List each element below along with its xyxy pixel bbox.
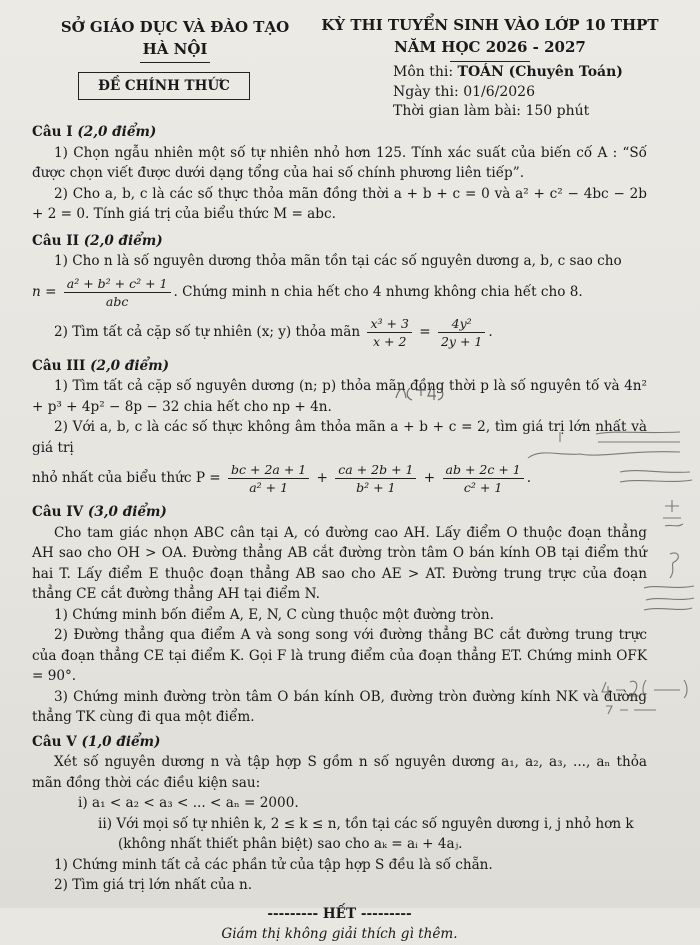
question-4-part-3: 3) Chứng minh đường tròn tâm O bán kính OB, đường tròn đường kính NK và đường thẳng TK cùng đi qua một điểm. bbox=[32, 688, 647, 725]
period: . bbox=[488, 323, 493, 340]
fraction-y-denominator: 2y + 1 bbox=[440, 333, 483, 349]
header-divider-right bbox=[450, 61, 530, 62]
fraction-p3-numerator: ab + 2c + 1 bbox=[443, 461, 524, 479]
question-3-label: Câu III bbox=[32, 357, 86, 374]
proctor-note: Giám thị không giải thích gì thêm. bbox=[221, 926, 458, 942]
fraction-y-numerator: 4y² bbox=[438, 315, 485, 333]
question-1-label: Câu I bbox=[32, 124, 73, 140]
question-1-part-2: 2) Cho a, b, c là các số thực thỏa mãn đồng thời a + b + c = 0 và a² + c² − 4bc − 2b + 2 = 0. Tính giá trị của biểu thức M = abc. bbox=[32, 185, 647, 222]
question-3-title bbox=[32, 356, 647, 377]
question-1-points: (2,0 điểm) bbox=[77, 124, 157, 140]
exam-header bbox=[0, 12, 700, 117]
question-2-part-2-text: 2) Tìm tất cả cặp số tự nhiên (x; y) thỏa mãn bbox=[54, 323, 361, 340]
fraction-x-denominator: x + 2 bbox=[372, 333, 407, 349]
subject-value: TOÁN (Chuyên Toán) bbox=[457, 64, 623, 80]
fraction-p3 bbox=[443, 461, 524, 496]
exam-content bbox=[32, 118, 647, 945]
fraction-n-denominator: abc bbox=[105, 293, 129, 309]
plus-sign-2: + bbox=[423, 470, 436, 486]
fraction-p2 bbox=[335, 461, 416, 496]
handwritten-scribble-2 bbox=[520, 428, 695, 498]
subject-line bbox=[393, 64, 623, 80]
question-4-points: (3,0 điểm) bbox=[87, 504, 167, 520]
question-2-part-2 bbox=[32, 312, 647, 352]
plus-sign-1: + bbox=[316, 470, 328, 486]
department-name: SỞ GIÁO DỤC VÀ ĐÀO TẠO bbox=[60, 18, 290, 36]
question-4-title bbox=[32, 502, 647, 523]
city-name: HÀ NỘI bbox=[142, 40, 208, 58]
fraction-x-numerator: x³ + 3 bbox=[367, 315, 411, 333]
question-1-title bbox=[32, 122, 647, 143]
official-label: ĐỀ CHÍNH THỨC bbox=[78, 72, 250, 100]
question-4-part-2: 2) Đường thẳng qua điểm A và song song với đường thẳng BC cắt đường trung trực của đoạn thẳng CE tại điểm K. Gọi F là trung điểm của đoạn thẳng ET. Chứng minh OFK = 90°. bbox=[32, 627, 647, 684]
question-5-condition-2: ii) Với mọi số tự nhiên k, 2 ≤ k ≤ n, tồn tại các số nguyên dương i, j nhỏ hơn k (không nhất thiết phân biệt) sao cho aₖ = aᵢ + 4aⱼ. bbox=[98, 815, 634, 852]
question-3-part-1: 1) Tìm tất cả cặp số nguyên dương (n; p) thỏa mãn đồng thời p là số nguyên tố và 4n² + p³ + 4p² − 8p − 32 chia hết cho np + 4n. bbox=[32, 378, 647, 415]
question-2-part-1-claim: . Chứng minh n chia hết cho 4 nhưng không chia hết cho 8. bbox=[173, 283, 583, 300]
question-5-part-1: 1) Chứng minh tất cả các phần tử của tập hợp S đều là số chẵn. bbox=[54, 856, 493, 873]
question-3-points: (2,0 điểm) bbox=[90, 357, 170, 374]
equals-sign: = bbox=[419, 323, 431, 340]
question-2-points: (2,0 điểm) bbox=[83, 232, 163, 249]
question-5-title bbox=[32, 732, 647, 753]
p-equals: nhỏ nhất của biểu thức P = bbox=[32, 470, 221, 486]
header-divider-left bbox=[140, 62, 210, 63]
question-2-part-1-intro: 1) Cho n là số nguyên dương thỏa mãn tồn tại các số nguyên dương a, b, c sao cho bbox=[54, 253, 622, 269]
exam-title: KỲ THI TUYỂN SINH VÀO LỚP 10 THPT bbox=[321, 16, 659, 34]
question-5-label: Câu V bbox=[32, 733, 77, 750]
question-5-intro: Xét số nguyên dương n và tập hợp S gồm n số nguyên dương a₁, a₂, a₃, ..., aₙ thỏa mãn đồng thời các điều kiện sau: bbox=[32, 754, 647, 791]
fraction-n-numerator: a² + b² + c² + 1 bbox=[64, 275, 171, 293]
question-2-part-1-formula bbox=[32, 272, 647, 312]
period: . bbox=[526, 470, 532, 486]
handwritten-scribble-4 bbox=[640, 548, 698, 618]
handwritten-scribble-5 bbox=[600, 676, 698, 716]
question-2-label: Câu II bbox=[32, 232, 79, 249]
fraction-p1 bbox=[228, 461, 309, 496]
end-marker: --------- HẾT --------- bbox=[267, 905, 412, 922]
n-equals: n = bbox=[32, 283, 57, 300]
question-4-label: Câu IV bbox=[32, 504, 84, 520]
school-year: NĂM HỌC 2026 - 2027 bbox=[394, 38, 586, 56]
fraction-y bbox=[438, 315, 485, 350]
question-5-points: (1,0 điểm) bbox=[81, 733, 161, 750]
question-4-part-1: 1) Chứng minh bốn điểm A, E, N, C cùng thuộc một đường tròn. bbox=[54, 606, 494, 623]
question-5-part-2: 2) Tìm giá trị lớn nhất của n. bbox=[54, 877, 253, 893]
fraction-p2-numerator: ca + 2b + 1 bbox=[335, 461, 416, 479]
fraction-p1-numerator: bc + 2a + 1 bbox=[228, 461, 309, 479]
fraction-p2-denominator: b² + 1 bbox=[356, 480, 396, 495]
fraction-n bbox=[64, 275, 171, 310]
fraction-p1-denominator: a² + 1 bbox=[249, 480, 289, 495]
question-4-intro: Cho tam giác nhọn ABC cân tại A, có đường cao AH. Lấy điểm O thuộc đoạn thẳng AH sao cho OH > OA. Đường thẳng AB cắt đường tròn tâm O bán kính OB tại điểm thứ hai T. Lấy điểm E thuộc đoạn thẳng AB sao cho AE > AT. Đường trung trực của đoạn thẳng CE cắt đường thẳng AH tại điểm N. bbox=[32, 524, 647, 602]
fraction-p3-denominator: c² + 1 bbox=[463, 480, 503, 495]
exam-duration: Thời gian làm bài: 150 phút bbox=[393, 103, 590, 119]
subject-label: Môn thi: bbox=[393, 64, 454, 80]
question-5-condition-1: i) a₁ < a₂ < a₃ < ... < aₙ = 2000. bbox=[78, 795, 299, 811]
fraction-x bbox=[367, 315, 411, 350]
handwritten-scribble-1 bbox=[392, 382, 452, 404]
question-1-part-1: 1) Chọn ngẫu nhiên một số tự nhiên nhỏ hơn 125. Tính xác suất của biến cố A : “Số được chọn viết được dưới dạng tổng của hai số chính phương liên tiếp”. bbox=[32, 144, 647, 181]
question-2-title bbox=[32, 231, 647, 252]
question-3-part-2-intro: 2) Với a, b, c là các số thực không âm thỏa mãn a + b + c = 2, tìm giá trị lớn nhất và giá trị bbox=[32, 419, 647, 456]
exam-date: Ngày thi: 01/6/2026 bbox=[393, 84, 535, 100]
